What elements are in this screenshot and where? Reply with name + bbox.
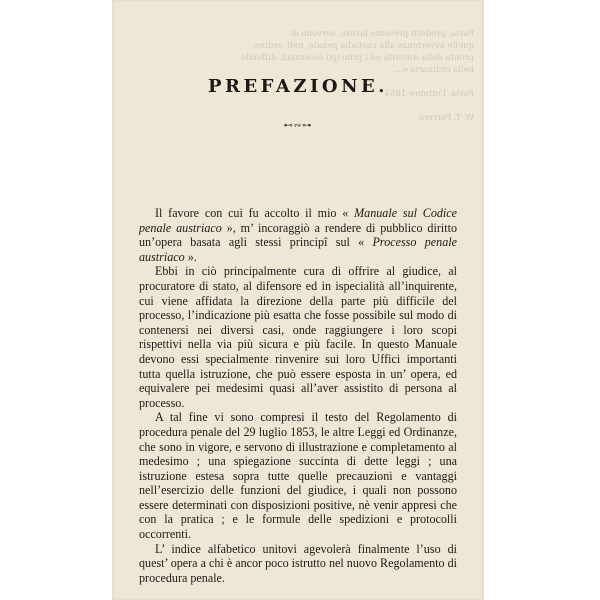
book-page: [112, 0, 484, 600]
paragraph: [139, 542, 457, 586]
italic-run: Manuale sul Codice penale austriaco: [139, 206, 458, 235]
paragraph: [139, 206, 457, 264]
text-run: Ebbi in ciò principalmente cura di offrire al giudice, al procuratore di stato, al difensore ed in ispecialità all’inquirente, cui viene affidata la direzione della parte più difficile del processo, l’indicazione più esatta che fosse possibile sul modo di contenersi nei diversi casi, onde raggiungere i loro scopi rispettivi nella via più sicura e più facile. In questo Manuale devono essi specialmente rinvenire sui loro Uffici importanti tutta quella istruzione, che può essere esposta in un’ opera, ed equivalere pei medesimi quasi all’aver assistito di persona al processo.: [139, 264, 457, 410]
text-run: A tal fine vi sono compresi il testo del Regolamento di procedura penale del 29 luglio 1853, le altre Leggi ed Ordinanze, che sono in vigore, e servono di illustrazione e completamento al medesimo ; una spiegazione succinta di dette leggi ; una istruzione estesa sopra tutte quelle precauzioni e vantaggi nell’esercizio delle funzioni del giudice, i quali non possono essere determinati con disposizioni positive, nè venir appresi che con la pratica ; e le formule delle spedizioni e protocolli occorrenti.: [139, 410, 457, 542]
text-run: », m’ incoraggiò a rendere di pubblico diritto un’opera basata agli stessi principî sul «: [139, 220, 457, 250]
paragraph: [139, 410, 457, 541]
text-run: L’ indice alfabetico unitovi agevolerà finalmente l’uso di quest’ opera a chi è ancor poco istrutto nel nuovo Regolamento di procedura penale.: [139, 541, 457, 585]
preface-body: [139, 206, 457, 585]
bleed-through-text: Pavia, predetti presente lavoro, servono di quelle avvertenze alla custodia penale, nell' ordine, pronta della Autorità ed i principii essenziali, diffondo bella ordinaria e... Pavia, l'ottobre 1854 W. T. Ferrero: [240, 29, 474, 123]
text-run: ».: [184, 249, 197, 264]
italic-run: Processo penale austriaco: [139, 235, 457, 264]
paragraph: [139, 264, 457, 410]
ornament-divider: ⊷∾⊶: [283, 121, 313, 131]
page-title: PREFAZIONE.: [207, 76, 389, 97]
text-run: Il favore con cui fu accolto il mio «: [155, 206, 355, 220]
